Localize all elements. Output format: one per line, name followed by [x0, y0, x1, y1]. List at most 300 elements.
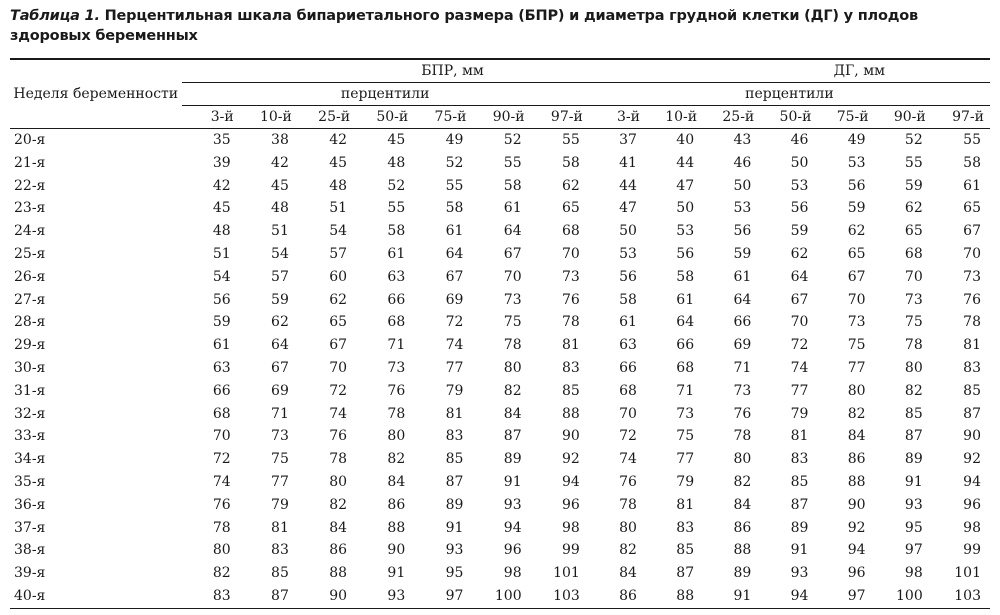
bpr-value-cell: 81 — [271, 519, 289, 536]
bpr-value-cell: 51 — [212, 245, 231, 262]
dg-value-cell: 78 — [733, 428, 752, 445]
bpr-value-cell: 63 — [387, 268, 406, 285]
bpr-value-cell: 65 — [329, 314, 348, 331]
bpr-value-cell: 82 — [503, 382, 522, 399]
bpr-col-header: 25-й — [298, 106, 356, 129]
bpr-value-cell: 61 — [445, 223, 464, 240]
bpr-value-cell: 52 — [387, 177, 406, 194]
dg-value-cell: 94 — [847, 542, 866, 559]
week-cell: 32-я — [14, 405, 46, 422]
bpr-value-cell: 94 — [503, 519, 522, 536]
bpr-value-cell: 66 — [387, 291, 406, 308]
dg-value-cell: 53 — [619, 245, 637, 262]
bpr-value-cell: 72 — [445, 314, 464, 331]
week-cell: 40-я — [10, 585, 182, 608]
bpr-value-cell: 78 — [561, 314, 580, 331]
week-cell: 39-я — [14, 565, 46, 582]
bpr-value-cell: 42 — [212, 177, 231, 194]
dg-value-cell: 92 — [847, 519, 866, 536]
dg-value-cell: 78 — [904, 337, 923, 354]
bpr-group-header: БПР, мм — [182, 60, 589, 83]
week-cell: 24-я — [14, 223, 46, 240]
bpr-value-cell: 54 — [271, 245, 289, 262]
table-caption — [10, 6, 995, 46]
dg-value-cell: 58 — [963, 154, 981, 171]
dg-value-cell: 90 — [963, 428, 981, 445]
dg-value-cell: 99 — [963, 542, 981, 559]
bpr-value-cell: 91 — [503, 473, 522, 490]
bpr-value-cell: 69 — [445, 291, 464, 308]
bpr-value-cell: 58 — [445, 200, 464, 217]
bpr-value-cell: 61 — [387, 245, 406, 262]
bpr-value-cell: 76 — [561, 291, 580, 308]
bpr-value-cell: 49 — [445, 132, 464, 148]
dg-value-cell: 68 — [619, 382, 637, 399]
dg-value-cell: 91 — [904, 473, 923, 490]
bpr-value-cell: 98 — [561, 519, 580, 536]
dg-value-cell: 66 — [619, 359, 637, 376]
dg-value-cell: 89 — [733, 565, 752, 582]
dg-value-cell: 94 — [963, 473, 981, 490]
bpr-value-cell: 78 — [212, 519, 231, 536]
dg-value-cell: 59 — [904, 177, 923, 194]
bpr-value-cell: 61 — [503, 200, 522, 217]
dg-value-cell: 87 — [904, 428, 923, 445]
week-cell: 37-я — [14, 519, 46, 536]
dg-value-cell: 66 — [733, 314, 752, 331]
dg-col-header: 10-й — [646, 106, 703, 129]
dg-value-cell: 58 — [619, 291, 637, 308]
bpr-value-cell: 58 — [503, 177, 522, 194]
dg-value-cell: 92 — [963, 451, 981, 468]
dg-value-cell: 59 — [790, 223, 809, 240]
week-cell: 23-я — [14, 200, 46, 217]
bpr-value-cell: 58 — [387, 223, 406, 240]
bpr-value-cell: 100 — [472, 585, 530, 608]
table-row — [10, 311, 990, 334]
bpr-value-cell: 57 — [329, 245, 348, 262]
bpr-value-cell: 52 — [503, 132, 522, 148]
dg-value-cell: 80 — [733, 451, 752, 468]
dg-value-cell: 59 — [733, 245, 752, 262]
bpr-value-cell: 39 — [212, 154, 231, 171]
dg-value-cell: 86 — [733, 519, 752, 536]
bpr-value-cell: 70 — [212, 428, 231, 445]
dg-value-cell: 93 — [904, 496, 923, 513]
bpr-value-cell: 87 — [503, 428, 522, 445]
week-cell: 34-я — [14, 451, 46, 468]
bpr-value-cell: 101 — [553, 565, 580, 582]
dg-value-cell: 71 — [733, 359, 752, 376]
week-header: Неделя беременности — [10, 60, 182, 129]
bpr-value-cell: 45 — [329, 154, 348, 171]
dg-value-cell: 79 — [676, 473, 695, 490]
table-caption-label: Таблица 1. — [10, 8, 100, 24]
dg-value-cell: 56 — [676, 245, 695, 262]
dg-value-cell: 77 — [790, 382, 809, 399]
bpr-value-cell: 68 — [387, 314, 406, 331]
bpr-value-cell: 83 — [271, 542, 289, 559]
dg-value-cell: 70 — [963, 245, 981, 262]
dg-value-cell: 76 — [963, 291, 981, 308]
bpr-col-header: 3-й — [182, 106, 240, 129]
dg-value-cell: 67 — [963, 223, 981, 240]
table-body — [10, 129, 990, 609]
bpr-value-cell: 80 — [329, 473, 348, 490]
dg-value-cell: 83 — [963, 359, 981, 376]
dg-value-cell: 56 — [619, 268, 637, 285]
percentile-table — [10, 58, 990, 609]
table-row — [10, 403, 990, 426]
week-cell: 31-я — [14, 382, 46, 399]
week-cell: 25-я — [14, 245, 46, 262]
week-cell: 28-я — [14, 314, 46, 331]
dg-value-cell: 84 — [619, 565, 637, 582]
bpr-value-cell: 82 — [212, 565, 231, 582]
table-row — [10, 197, 990, 220]
bpr-col-header: 75-й — [414, 106, 472, 129]
bpr-value-cell: 68 — [561, 223, 580, 240]
bpr-value-cell: 74 — [329, 405, 348, 422]
dg-value-cell: 86 — [589, 585, 646, 608]
bpr-value-cell: 77 — [271, 473, 289, 490]
bpr-value-cell: 64 — [503, 223, 522, 240]
dg-value-cell: 88 — [733, 542, 752, 559]
bpr-value-cell: 84 — [387, 473, 406, 490]
bpr-value-cell: 70 — [561, 245, 580, 262]
dg-value-cell: 59 — [847, 200, 866, 217]
bpr-value-cell: 63 — [212, 359, 231, 376]
dg-value-cell: 62 — [904, 200, 923, 217]
bpr-value-cell: 93 — [356, 585, 414, 608]
bpr-value-cell: 89 — [503, 451, 522, 468]
dg-col-header: 3-й — [589, 106, 646, 129]
dg-value-cell: 44 — [619, 177, 637, 194]
dg-value-cell: 76 — [733, 405, 752, 422]
dg-value-cell: 87 — [676, 565, 695, 582]
bpr-value-cell: 73 — [387, 359, 406, 376]
bpr-value-cell: 78 — [503, 337, 522, 354]
dg-value-cell: 75 — [676, 428, 695, 445]
dg-value-cell: 47 — [676, 177, 695, 194]
table-row — [10, 517, 990, 540]
bpr-value-cell: 51 — [329, 200, 348, 217]
dg-value-cell: 83 — [790, 451, 809, 468]
dg-value-cell: 72 — [619, 428, 637, 445]
dg-col-header: 25-й — [703, 106, 760, 129]
dg-value-cell: 100 — [875, 585, 932, 608]
bpr-value-cell: 67 — [329, 337, 348, 354]
dg-value-cell: 88 — [646, 585, 703, 608]
dg-value-cell: 64 — [733, 291, 752, 308]
dg-value-cell: 70 — [904, 268, 923, 285]
dg-value-cell: 65 — [847, 245, 866, 262]
dg-value-cell: 80 — [847, 382, 866, 399]
bpr-value-cell: 88 — [329, 565, 348, 582]
bpr-value-cell: 45 — [212, 200, 231, 217]
dg-value-cell: 81 — [676, 496, 695, 513]
bpr-value-cell: 70 — [329, 359, 348, 376]
bpr-value-cell: 71 — [271, 405, 289, 422]
dg-value-cell: 91 — [703, 585, 760, 608]
bpr-value-cell: 82 — [387, 451, 406, 468]
bpr-value-cell: 79 — [445, 382, 464, 399]
dg-value-cell: 41 — [619, 154, 637, 171]
bpr-value-cell: 76 — [387, 382, 406, 399]
bpr-value-cell: 62 — [561, 177, 580, 194]
dg-value-cell: 61 — [733, 268, 752, 285]
bpr-value-cell: 55 — [387, 200, 406, 217]
dg-value-cell: 61 — [619, 314, 637, 331]
dg-value-cell: 73 — [963, 268, 981, 285]
dg-value-cell: 85 — [963, 382, 981, 399]
bpr-value-cell: 84 — [329, 519, 348, 536]
dg-value-cell: 93 — [790, 565, 809, 582]
bpr-value-cell: 71 — [387, 337, 406, 354]
dg-value-cell: 44 — [676, 154, 695, 171]
table-row — [10, 334, 990, 357]
dg-value-cell: 70 — [619, 405, 637, 422]
dg-value-cell: 71 — [676, 382, 695, 399]
bpr-value-cell: 80 — [387, 428, 406, 445]
bpr-value-cell: 81 — [561, 337, 580, 354]
dg-value-cell: 90 — [847, 496, 866, 513]
bpr-value-cell: 83 — [182, 585, 240, 608]
dg-value-cell: 98 — [963, 519, 981, 536]
dg-value-cell: 89 — [790, 519, 809, 536]
bpr-value-cell: 99 — [561, 542, 580, 559]
dg-value-cell: 77 — [847, 359, 866, 376]
bpr-col-header: 97-й — [531, 106, 589, 129]
bpr-value-cell: 80 — [212, 542, 231, 559]
dg-value-cell: 74 — [619, 451, 637, 468]
bpr-value-cell: 48 — [271, 200, 289, 217]
week-cell: 29-я — [14, 337, 46, 354]
bpr-value-cell: 51 — [271, 223, 289, 240]
bpr-value-cell: 92 — [561, 451, 580, 468]
dg-value-cell: 50 — [790, 154, 809, 171]
table-header — [10, 59, 990, 129]
dg-group-header: ДГ, мм — [589, 60, 990, 83]
dg-value-cell: 94 — [760, 585, 817, 608]
dg-value-cell: 53 — [847, 154, 866, 171]
dg-value-cell: 50 — [676, 200, 695, 217]
bpr-value-cell: 78 — [387, 405, 406, 422]
dg-value-cell: 78 — [619, 496, 637, 513]
bpr-value-cell: 90 — [298, 585, 356, 608]
dg-value-cell: 79 — [790, 405, 809, 422]
dg-value-cell: 69 — [733, 337, 752, 354]
dg-value-cell: 85 — [790, 473, 809, 490]
bpr-value-cell: 83 — [561, 359, 580, 376]
dg-value-cell: 50 — [619, 223, 637, 240]
dg-value-cell: 78 — [963, 314, 981, 331]
dg-col-header: 50-й — [760, 106, 817, 129]
dg-value-cell: 82 — [733, 473, 752, 490]
bpr-value-cell: 67 — [271, 359, 289, 376]
bpr-value-cell: 91 — [387, 565, 406, 582]
dg-value-cell: 81 — [963, 337, 981, 354]
bpr-value-cell: 70 — [503, 268, 522, 285]
bpr-value-cell: 86 — [387, 496, 406, 513]
table-row — [10, 243, 990, 266]
bpr-value-cell: 81 — [445, 405, 464, 422]
table-row — [10, 380, 990, 403]
dg-value-cell: 73 — [904, 291, 923, 308]
table-row — [10, 129, 990, 152]
bpr-value-cell: 73 — [503, 291, 522, 308]
week-cell: 36-я — [14, 496, 46, 513]
dg-value-cell: 97 — [904, 542, 923, 559]
bpr-value-cell: 74 — [212, 473, 231, 490]
table-row — [10, 175, 990, 198]
dg-value-cell: 61 — [676, 291, 695, 308]
bpr-value-cell: 54 — [212, 268, 231, 285]
table-row — [10, 220, 990, 243]
bpr-value-cell: 64 — [271, 337, 289, 354]
bpr-value-cell: 94 — [561, 473, 580, 490]
dg-value-cell: 103 — [932, 585, 990, 608]
week-cell: 33-я — [14, 428, 46, 445]
bpr-value-cell: 62 — [329, 291, 348, 308]
bpr-value-cell: 76 — [329, 428, 348, 445]
bpr-value-cell: 62 — [271, 314, 289, 331]
dg-col-header: 97-й — [932, 106, 990, 129]
table-row — [10, 266, 990, 289]
dg-value-cell: 75 — [847, 337, 866, 354]
dg-value-cell: 64 — [676, 314, 695, 331]
dg-value-cell: 65 — [963, 200, 981, 217]
dg-value-cell: 50 — [733, 177, 752, 194]
bpr-value-cell: 72 — [329, 382, 348, 399]
dg-value-cell: 67 — [847, 268, 866, 285]
bpr-value-cell: 90 — [561, 428, 580, 445]
table-row — [10, 494, 990, 517]
dg-value-cell: 66 — [676, 337, 695, 354]
dg-value-cell: 47 — [619, 200, 637, 217]
dg-value-cell: 87 — [790, 496, 809, 513]
bpr-value-cell: 48 — [212, 223, 231, 240]
bpr-value-cell: 45 — [271, 177, 289, 194]
bpr-value-cell: 55 — [445, 177, 464, 194]
bpr-value-cell: 64 — [445, 245, 464, 262]
table-row — [10, 448, 990, 471]
bpr-value-cell: 78 — [329, 451, 348, 468]
dg-value-cell: 80 — [619, 519, 637, 536]
dg-value-cell: 84 — [733, 496, 752, 513]
dg-value-cell: 63 — [619, 337, 637, 354]
bpr-value-cell: 58 — [561, 154, 580, 171]
dg-value-cell: 62 — [790, 245, 809, 262]
dg-value-cell: 91 — [790, 542, 809, 559]
bpr-value-cell: 68 — [212, 405, 231, 422]
table-row — [10, 539, 990, 562]
dg-value-cell: 89 — [904, 451, 923, 468]
dg-value-cell: 73 — [847, 314, 866, 331]
dg-value-cell: 101 — [954, 565, 981, 582]
bpr-value-cell: 35 — [212, 132, 231, 148]
dg-value-cell: 96 — [963, 496, 981, 513]
dg-value-cell: 53 — [676, 223, 695, 240]
table-row — [10, 471, 990, 494]
dg-value-cell: 40 — [676, 132, 695, 148]
bpr-value-cell: 54 — [329, 223, 348, 240]
dg-value-cell: 72 — [790, 337, 809, 354]
table-row — [10, 562, 990, 585]
table-caption-text: Перцентильная шкала бипариетального размера (БПР) и диаметра грудной клетки (ДГ) у плодов здоровых беременных — [10, 8, 918, 44]
dg-percentiles-header: перцентили — [589, 83, 990, 106]
bpr-value-cell: 85 — [445, 451, 464, 468]
bpr-value-cell: 66 — [212, 382, 231, 399]
bpr-value-cell: 87 — [445, 473, 464, 490]
bpr-value-cell: 85 — [561, 382, 580, 399]
bpr-value-cell: 56 — [212, 291, 231, 308]
dg-value-cell: 56 — [790, 200, 809, 217]
dg-value-cell: 80 — [904, 359, 923, 376]
bpr-value-cell: 98 — [503, 565, 522, 582]
dg-value-cell: 73 — [676, 405, 695, 422]
bpr-value-cell: 77 — [445, 359, 464, 376]
bpr-value-cell: 75 — [271, 451, 289, 468]
bpr-value-cell: 96 — [561, 496, 580, 513]
bpr-value-cell: 60 — [329, 268, 348, 285]
dg-col-header: 75-й — [817, 106, 874, 129]
dg-value-cell: 49 — [847, 132, 866, 148]
bpr-value-cell: 82 — [329, 496, 348, 513]
dg-value-cell: 87 — [963, 405, 981, 422]
bpr-value-cell: 42 — [329, 132, 348, 148]
dg-value-cell: 88 — [847, 473, 866, 490]
bpr-col-header: 90-й — [472, 106, 530, 129]
bpr-value-cell: 75 — [503, 314, 522, 331]
dg-value-cell: 76 — [619, 473, 637, 490]
dg-value-cell: 82 — [619, 542, 637, 559]
bpr-value-cell: 38 — [271, 132, 289, 148]
dg-value-cell: 46 — [733, 154, 752, 171]
bpr-value-cell: 59 — [212, 314, 231, 331]
bpr-value-cell: 67 — [503, 245, 522, 262]
dg-value-cell: 61 — [963, 177, 981, 194]
bpr-value-cell: 42 — [271, 154, 289, 171]
dg-value-cell: 96 — [847, 565, 866, 582]
week-cell: 26-я — [14, 268, 46, 285]
bpr-value-cell: 93 — [503, 496, 522, 513]
week-cell: 21-я — [14, 154, 46, 171]
dg-value-cell: 53 — [733, 200, 752, 217]
week-cell: 20-я — [14, 132, 46, 148]
dg-value-cell: 67 — [790, 291, 809, 308]
bpr-value-cell: 76 — [212, 496, 231, 513]
dg-value-cell: 86 — [847, 451, 866, 468]
bpr-value-cell: 91 — [445, 519, 464, 536]
dg-value-cell: 82 — [847, 405, 866, 422]
dg-value-cell: 82 — [904, 382, 923, 399]
bpr-value-cell: 69 — [271, 382, 289, 399]
dg-value-cell: 55 — [904, 154, 923, 171]
bpr-value-cell: 87 — [240, 585, 298, 608]
dg-value-cell: 62 — [847, 223, 866, 240]
table-row — [10, 289, 990, 312]
table-row — [10, 585, 990, 608]
bpr-value-cell: 52 — [445, 154, 464, 171]
week-cell: 27-я — [14, 291, 46, 308]
bpr-value-cell: 72 — [212, 451, 231, 468]
dg-value-cell: 37 — [619, 132, 637, 148]
bpr-value-cell: 61 — [212, 337, 231, 354]
bpr-value-cell: 65 — [561, 200, 580, 217]
bpr-value-cell: 85 — [271, 565, 289, 582]
dg-value-cell: 81 — [790, 428, 809, 445]
